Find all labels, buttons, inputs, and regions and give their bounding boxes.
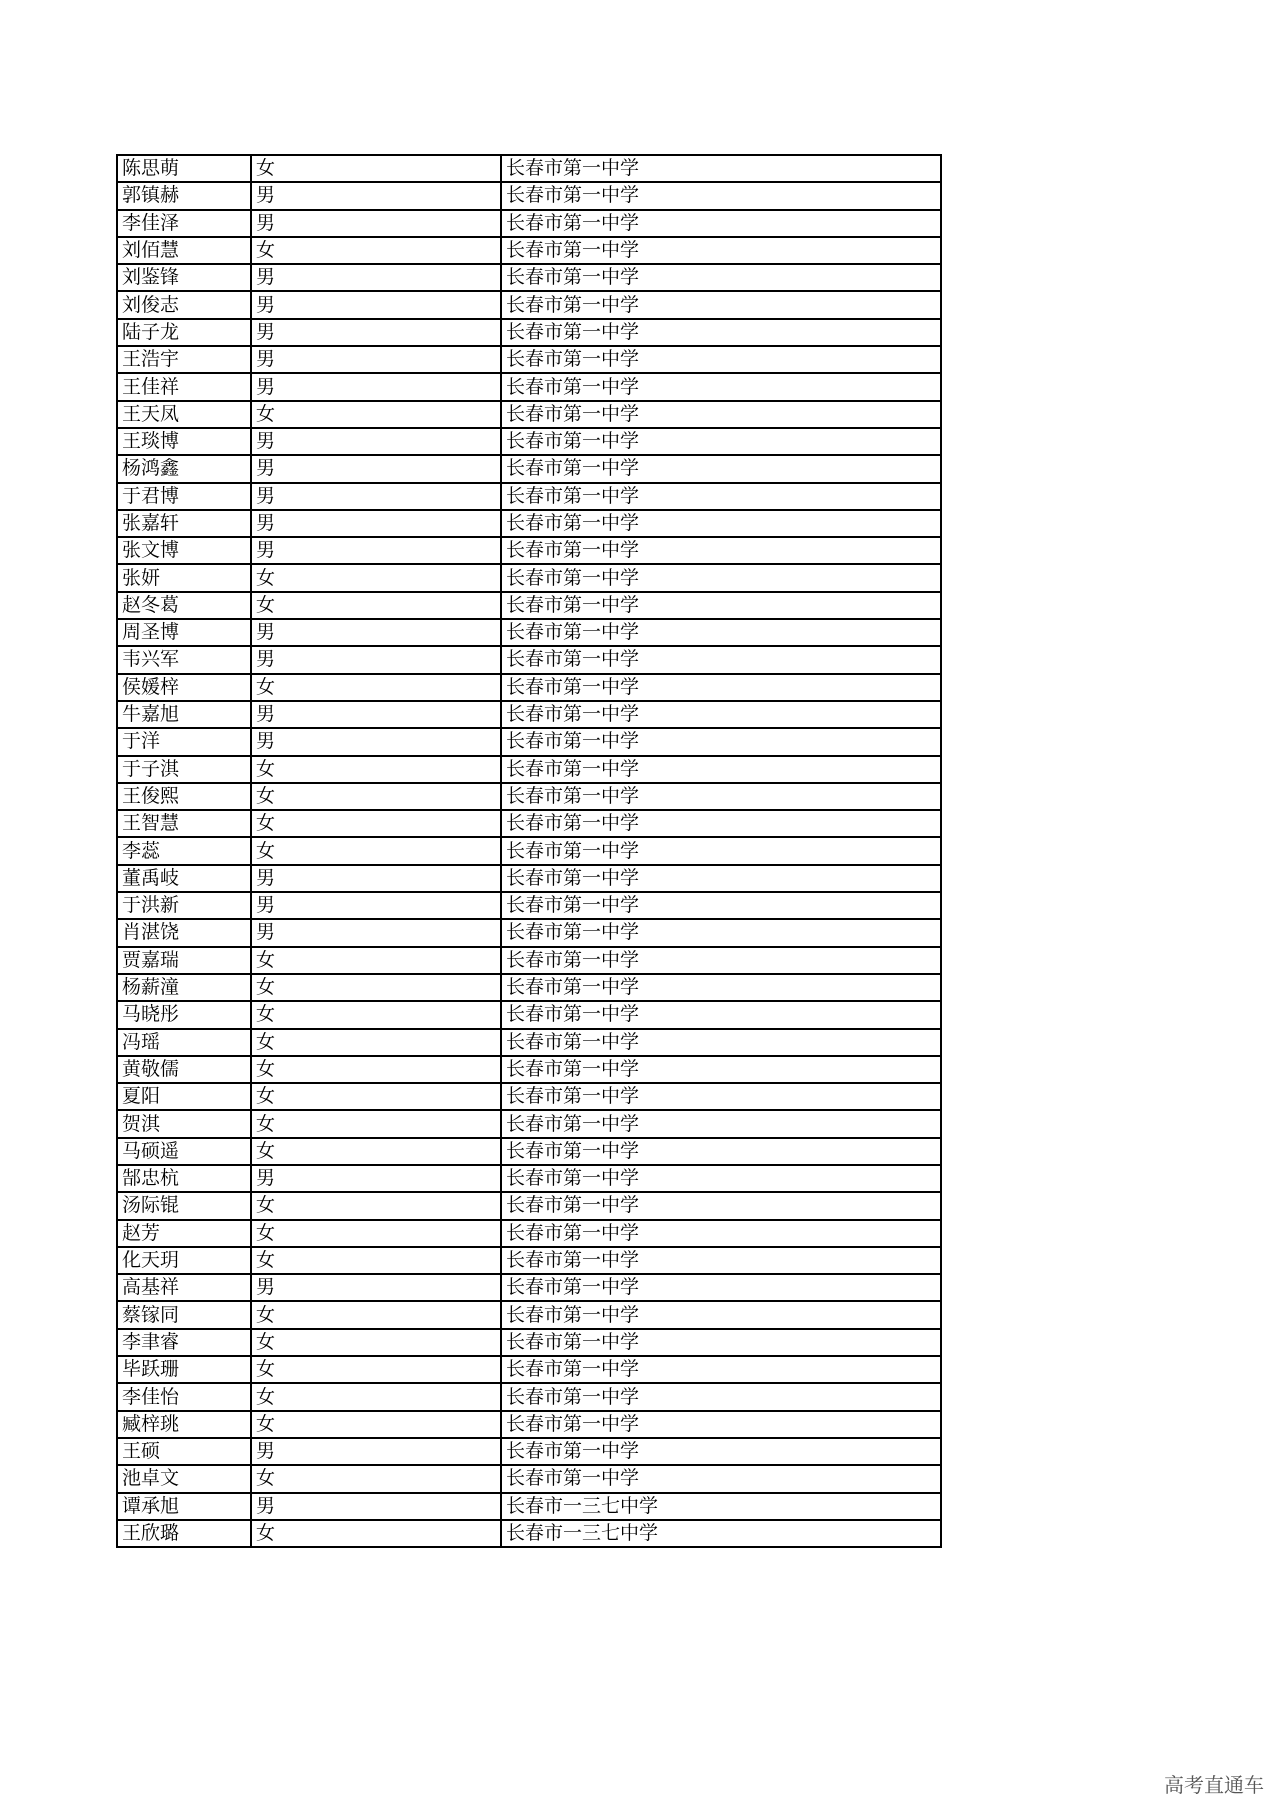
gender-cell: 女 [251, 237, 501, 264]
gender-cell: 男 [251, 1493, 501, 1520]
table-row [117, 1520, 941, 1547]
gender-cell: 女 [251, 810, 501, 837]
school-cell: 长春市第一中学 [501, 182, 941, 209]
school-cell: 长春市第一中学 [501, 674, 941, 701]
table-row [117, 1220, 941, 1247]
school-cell: 长春市第一中学 [501, 919, 941, 946]
gender-cell: 男 [251, 291, 501, 318]
student-roster-table [116, 154, 942, 1548]
table-row [117, 1329, 941, 1356]
school-cell: 长春市第一中学 [501, 810, 941, 837]
table-row [117, 947, 941, 974]
student-name-cell: 赵芳 [117, 1220, 251, 1247]
table-row [117, 646, 941, 673]
student-name-cell: 杨鸿鑫 [117, 455, 251, 482]
school-cell: 长春市第一中学 [501, 237, 941, 264]
student-name-cell: 夏阳 [117, 1083, 251, 1110]
table-row [117, 1301, 941, 1328]
gender-cell: 男 [251, 1274, 501, 1301]
gender-cell: 女 [251, 974, 501, 1001]
gender-cell: 女 [251, 1138, 501, 1165]
student-name-cell: 李蕊 [117, 837, 251, 864]
student-name-cell: 李佳怡 [117, 1383, 251, 1410]
school-cell: 长春市第一中学 [501, 1356, 941, 1383]
gender-cell: 男 [251, 1438, 501, 1465]
table-row [117, 1083, 941, 1110]
table-row [117, 1192, 941, 1219]
student-name-cell: 陆子龙 [117, 319, 251, 346]
table-row [117, 919, 941, 946]
table-row [117, 428, 941, 455]
gender-cell: 男 [251, 537, 501, 564]
table-row [117, 592, 941, 619]
table-row [117, 1411, 941, 1438]
school-cell: 长春市第一中学 [501, 1138, 941, 1165]
student-name-cell: 周圣博 [117, 619, 251, 646]
gender-cell: 女 [251, 1083, 501, 1110]
school-cell: 长春市第一中学 [501, 892, 941, 919]
gender-cell: 男 [251, 373, 501, 400]
school-cell: 长春市第一中学 [501, 564, 941, 591]
student-name-cell: 王俊熙 [117, 783, 251, 810]
gender-cell: 女 [251, 1329, 501, 1356]
student-name-cell: 王佳祥 [117, 373, 251, 400]
gender-cell: 女 [251, 1301, 501, 1328]
student-name-cell: 于洋 [117, 728, 251, 755]
school-cell: 长春市第一中学 [501, 783, 941, 810]
school-cell: 长春市第一中学 [501, 1329, 941, 1356]
school-cell: 长春市第一中学 [501, 1411, 941, 1438]
student-name-cell: 王智慧 [117, 810, 251, 837]
school-cell: 长春市第一中学 [501, 1247, 941, 1274]
table-row [117, 1247, 941, 1274]
student-name-cell: 侯媛梓 [117, 674, 251, 701]
school-cell: 长春市第一中学 [501, 1274, 941, 1301]
school-cell: 长春市第一中学 [501, 428, 941, 455]
table-row [117, 210, 941, 237]
gender-cell: 男 [251, 1165, 501, 1192]
student-name-cell: 李佳泽 [117, 210, 251, 237]
gender-cell: 男 [251, 346, 501, 373]
school-cell: 长春市第一中学 [501, 756, 941, 783]
school-cell: 长春市第一中学 [501, 510, 941, 537]
gender-cell: 女 [251, 1356, 501, 1383]
table-row [117, 455, 941, 482]
table-row [117, 892, 941, 919]
table-row [117, 291, 941, 318]
school-cell: 长春市第一中学 [501, 1220, 941, 1247]
school-cell: 长春市第一中学 [501, 974, 941, 1001]
table-row [117, 1138, 941, 1165]
school-cell: 长春市一三七中学 [501, 1520, 941, 1547]
student-name-cell: 郭镇赫 [117, 182, 251, 209]
gender-cell: 男 [251, 210, 501, 237]
school-cell: 长春市第一中学 [501, 1165, 941, 1192]
gender-cell: 男 [251, 865, 501, 892]
table-row [117, 783, 941, 810]
roster-body [117, 155, 941, 1547]
gender-cell: 女 [251, 1056, 501, 1083]
table-row [117, 155, 941, 182]
school-cell: 长春市第一中学 [501, 1465, 941, 1492]
student-name-cell: 黄敬儒 [117, 1056, 251, 1083]
gender-cell: 男 [251, 892, 501, 919]
gender-cell: 男 [251, 264, 501, 291]
school-cell: 长春市第一中学 [501, 210, 941, 237]
gender-cell: 男 [251, 455, 501, 482]
gender-cell: 男 [251, 619, 501, 646]
student-name-cell: 郜忠杭 [117, 1165, 251, 1192]
school-cell: 长春市第一中学 [501, 155, 941, 182]
table-row [117, 510, 941, 537]
gender-cell: 女 [251, 1220, 501, 1247]
gender-cell: 男 [251, 319, 501, 346]
table-row [117, 837, 941, 864]
gender-cell: 女 [251, 1411, 501, 1438]
student-name-cell: 贺淇 [117, 1110, 251, 1137]
gender-cell: 女 [251, 592, 501, 619]
table-row [117, 1001, 941, 1028]
student-name-cell: 于洪新 [117, 892, 251, 919]
student-name-cell: 谭承旭 [117, 1493, 251, 1520]
table-row [117, 1056, 941, 1083]
school-cell: 长春市第一中学 [501, 1056, 941, 1083]
school-cell: 长春市第一中学 [501, 373, 941, 400]
student-name-cell: 赵冬葛 [117, 592, 251, 619]
table-row [117, 1274, 941, 1301]
table-row [117, 728, 941, 755]
gender-cell: 男 [251, 483, 501, 510]
student-name-cell: 蔡镓同 [117, 1301, 251, 1328]
school-cell: 长春市第一中学 [501, 1438, 941, 1465]
gender-cell: 男 [251, 919, 501, 946]
student-name-cell: 张文博 [117, 537, 251, 564]
student-name-cell: 董禹岐 [117, 865, 251, 892]
student-name-cell: 韦兴军 [117, 646, 251, 673]
table-row [117, 537, 941, 564]
student-name-cell: 贾嘉瑞 [117, 947, 251, 974]
table-row [117, 974, 941, 1001]
table-row [117, 401, 941, 428]
table-row [117, 319, 941, 346]
student-name-cell: 于君博 [117, 483, 251, 510]
table-row [117, 1110, 941, 1137]
school-cell: 长春市第一中学 [501, 646, 941, 673]
table-row [117, 564, 941, 591]
table-row [117, 674, 941, 701]
school-cell: 长春市第一中学 [501, 1110, 941, 1137]
gender-cell: 女 [251, 783, 501, 810]
school-cell: 长春市第一中学 [501, 319, 941, 346]
student-name-cell: 刘鉴锋 [117, 264, 251, 291]
school-cell: 长春市第一中学 [501, 728, 941, 755]
gender-cell: 男 [251, 182, 501, 209]
student-name-cell: 马晓彤 [117, 1001, 251, 1028]
table-row [117, 1465, 941, 1492]
gender-cell: 男 [251, 701, 501, 728]
table-row [117, 182, 941, 209]
school-cell: 长春市第一中学 [501, 837, 941, 864]
school-cell: 长春市第一中学 [501, 701, 941, 728]
gender-cell: 女 [251, 1465, 501, 1492]
table-row [117, 1165, 941, 1192]
school-cell: 长春市第一中学 [501, 1029, 941, 1056]
gender-cell: 男 [251, 728, 501, 755]
gender-cell: 男 [251, 510, 501, 537]
gender-cell: 男 [251, 646, 501, 673]
table-row [117, 346, 941, 373]
student-name-cell: 杨薪潼 [117, 974, 251, 1001]
gender-cell: 女 [251, 837, 501, 864]
table-row [117, 237, 941, 264]
school-cell: 长春市第一中学 [501, 264, 941, 291]
student-name-cell: 高基祥 [117, 1274, 251, 1301]
gender-cell: 女 [251, 947, 501, 974]
student-name-cell: 王欣璐 [117, 1520, 251, 1547]
student-name-cell: 马硕遥 [117, 1138, 251, 1165]
gender-cell: 女 [251, 1520, 501, 1547]
school-cell: 长春市第一中学 [501, 1001, 941, 1028]
table-row [117, 810, 941, 837]
table-row [117, 483, 941, 510]
student-name-cell: 陈思萌 [117, 155, 251, 182]
school-cell: 长春市第一中学 [501, 483, 941, 510]
student-name-cell: 化天玥 [117, 1247, 251, 1274]
gender-cell: 女 [251, 674, 501, 701]
student-name-cell: 毕跃珊 [117, 1356, 251, 1383]
table-row [117, 619, 941, 646]
student-name-cell: 于子淇 [117, 756, 251, 783]
student-name-cell: 王天凤 [117, 401, 251, 428]
table-row [117, 1438, 941, 1465]
watermark-text: 高考直通车 [1164, 1773, 1264, 1797]
gender-cell: 女 [251, 1110, 501, 1137]
school-cell: 长春市第一中学 [501, 619, 941, 646]
school-cell: 长春市第一中学 [501, 401, 941, 428]
school-cell: 长春市第一中学 [501, 1083, 941, 1110]
table-row [117, 1356, 941, 1383]
table-row [117, 264, 941, 291]
gender-cell: 男 [251, 428, 501, 455]
student-name-cell: 王硕 [117, 1438, 251, 1465]
table-row [117, 1383, 941, 1410]
student-name-cell: 池卓文 [117, 1465, 251, 1492]
gender-cell: 女 [251, 1001, 501, 1028]
table-row [117, 1029, 941, 1056]
student-name-cell: 牛嘉旭 [117, 701, 251, 728]
student-name-cell: 肖湛饶 [117, 919, 251, 946]
student-name-cell: 冯瑶 [117, 1029, 251, 1056]
table-row [117, 1493, 941, 1520]
student-name-cell: 臧梓珧 [117, 1411, 251, 1438]
table-row [117, 701, 941, 728]
school-cell: 长春市第一中学 [501, 1383, 941, 1410]
table-row [117, 373, 941, 400]
student-name-cell: 刘佰慧 [117, 237, 251, 264]
gender-cell: 女 [251, 756, 501, 783]
gender-cell: 女 [251, 1247, 501, 1274]
school-cell: 长春市第一中学 [501, 291, 941, 318]
student-name-cell: 王琰博 [117, 428, 251, 455]
student-name-cell: 王浩宇 [117, 346, 251, 373]
student-name-cell: 张嘉轩 [117, 510, 251, 537]
gender-cell: 女 [251, 401, 501, 428]
school-cell: 长春市第一中学 [501, 592, 941, 619]
student-name-cell: 张妍 [117, 564, 251, 591]
school-cell: 长春市第一中学 [501, 455, 941, 482]
student-name-cell: 李聿睿 [117, 1329, 251, 1356]
table-row [117, 865, 941, 892]
student-name-cell: 汤际锟 [117, 1192, 251, 1219]
table-row [117, 756, 941, 783]
school-cell: 长春市第一中学 [501, 537, 941, 564]
school-cell: 长春市一三七中学 [501, 1493, 941, 1520]
school-cell: 长春市第一中学 [501, 947, 941, 974]
school-cell: 长春市第一中学 [501, 346, 941, 373]
gender-cell: 女 [251, 564, 501, 591]
school-cell: 长春市第一中学 [501, 865, 941, 892]
student-name-cell: 刘俊志 [117, 291, 251, 318]
gender-cell: 女 [251, 1383, 501, 1410]
gender-cell: 女 [251, 1029, 501, 1056]
gender-cell: 女 [251, 1192, 501, 1219]
school-cell: 长春市第一中学 [501, 1192, 941, 1219]
school-cell: 长春市第一中学 [501, 1301, 941, 1328]
gender-cell: 女 [251, 155, 501, 182]
